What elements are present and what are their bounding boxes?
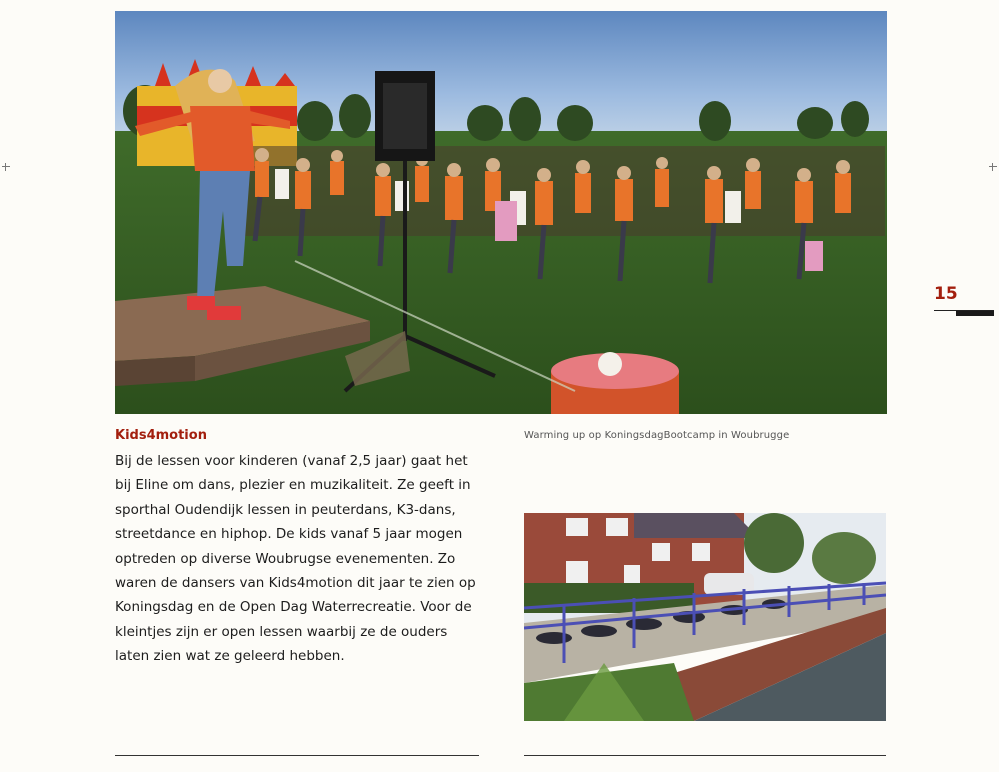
article-body: Bij de lessen voor kinderen (vanaf 2,5 jaar) gaat het bij Eline om dans, plezier en muzikaliteit. Ze geeft in sporthal Oudendijk lessen in peuterdans, K3-dans, streetdance en hiphop. De kids vanaf 5 jaar mogen optreden op diverse Woubrugse evenementen. Zo waren de dansers van Kids4motion dit jaar te zien op Koningsdag en de Open Dag Waterrecreatie. Voor de kleintjes zijn er open lessen waarbij ze de ouders laten zien wat ze geleerd hebben.	[115, 453, 476, 665]
page-number-rule	[934, 310, 994, 316]
photo-caption: Warming up op KoningsdagBootcamp in Woubrugge	[524, 430, 790, 441]
crop-mark-right-v	[992, 163, 993, 171]
dance-field-photo	[115, 11, 887, 414]
bottom-rule-right	[524, 755, 886, 756]
bottom-rule-left	[115, 755, 479, 756]
crop-mark-left-v	[5, 163, 6, 171]
section-title: Kids4motion	[115, 428, 207, 443]
main-photo	[115, 11, 887, 414]
crop-mark-right	[989, 166, 997, 167]
page-number: 15	[934, 284, 958, 304]
crop-mark-left	[2, 166, 10, 167]
canal-bootcamp-photo	[524, 513, 886, 721]
secondary-photo	[524, 513, 886, 721]
rule-thick	[956, 311, 994, 316]
